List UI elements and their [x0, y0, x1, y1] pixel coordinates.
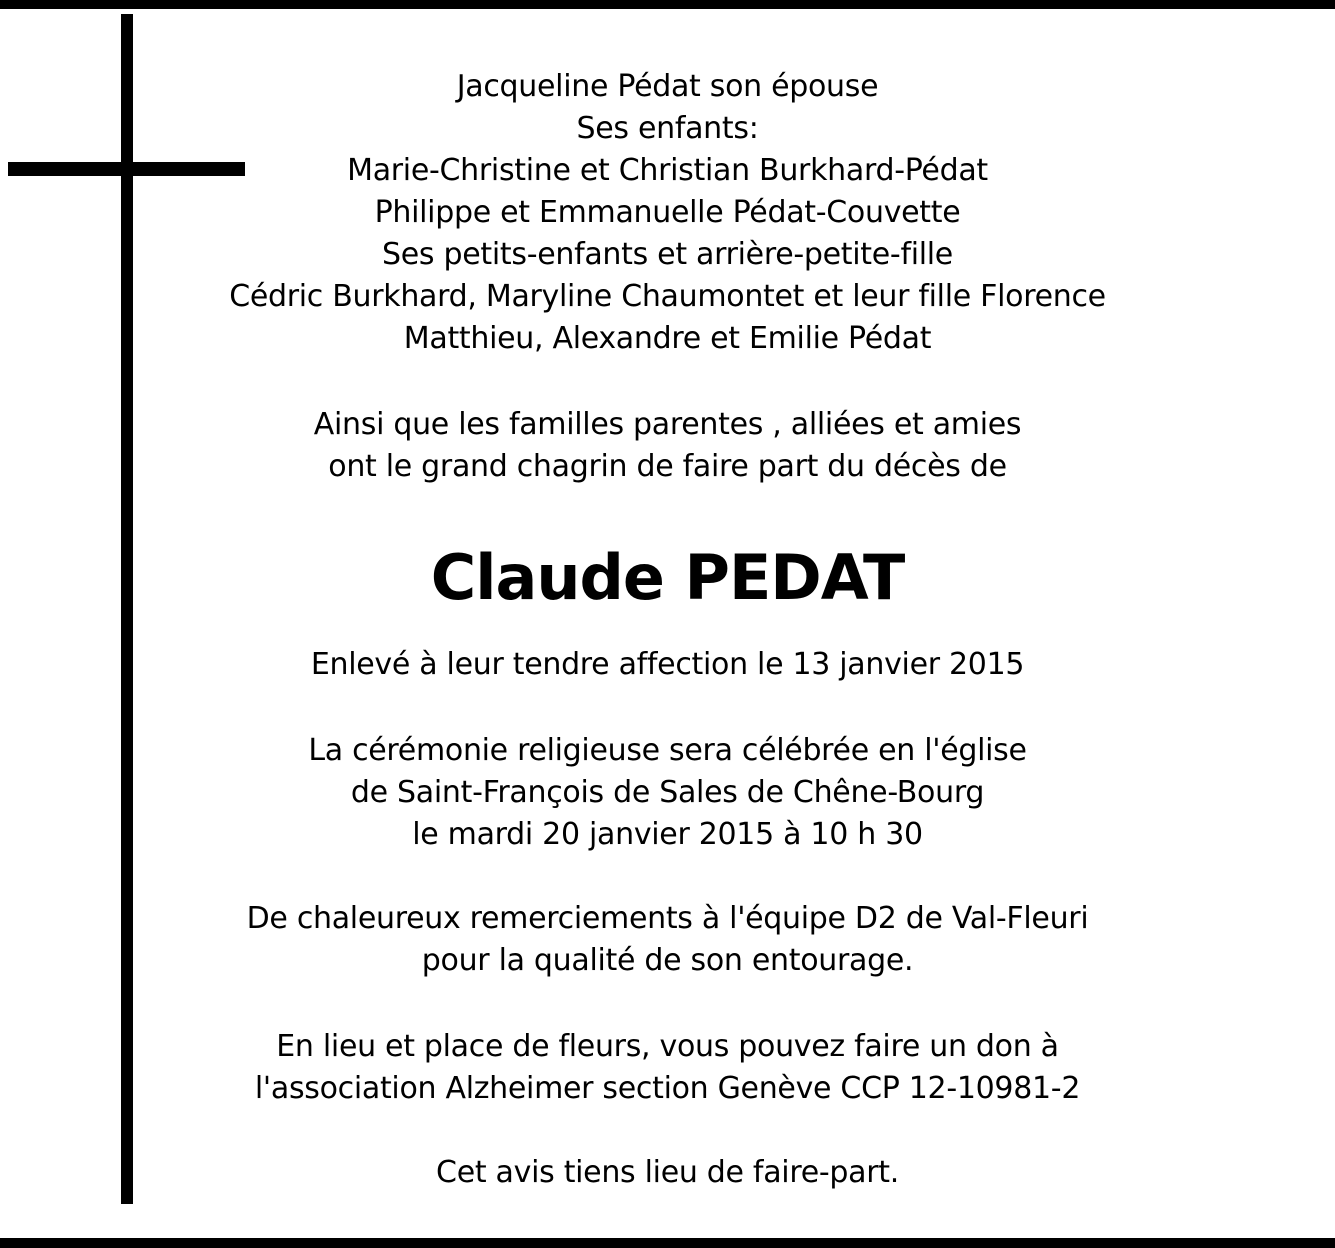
announcement-line: ont le grand chagrin de faire part du décès de	[328, 449, 1007, 484]
announcement-line: Ainsi que les familles parentes , alliées et amies	[313, 407, 1022, 442]
ceremony-line: La cérémonie religieuse sera célébrée en l'église	[308, 733, 1027, 768]
bottom-border	[0, 1238, 1335, 1248]
child-line: Marie-Christine et Christian Burkhard-Pédat	[347, 153, 988, 188]
family-list	[160, 66, 1175, 360]
grandchild-line: Matthieu, Alexandre et Emilie Pédat	[403, 321, 932, 356]
announcement	[160, 404, 1175, 488]
donation-line: En lieu et place de fleurs, vous pouvez faire un don à	[276, 1029, 1059, 1064]
spouse-line: Jacqueline Pédat son épouse	[456, 69, 879, 104]
donation-line: l'association Alzheimer section Genève CCP 12-10981-2	[254, 1071, 1081, 1106]
cross-vertical-bar	[121, 14, 133, 1204]
closing-line: Cet avis tiens lieu de faire-part.	[436, 1155, 899, 1190]
ceremony-line: le mardi 20 janvier 2015 à 10 h 30	[412, 817, 923, 852]
child-line: Philippe et Emmanuelle Pédat-Couvette	[374, 195, 961, 230]
death-notice-block	[160, 644, 1175, 686]
thanks-block	[160, 898, 1175, 982]
donation-block	[160, 1026, 1175, 1110]
ceremony-block	[160, 730, 1175, 856]
death-notice: Enlevé à leur tendre affection le 13 janvier 2015	[310, 647, 1025, 682]
thanks-line: De chaleureux remerciements à l'équipe D2 de Val-Fleuri	[246, 901, 1089, 936]
grandchildren-heading: Ses petits-enfants et arrière-petite-fille	[382, 237, 953, 272]
ceremony-line: de Saint-François de Sales de Chêne-Bourg	[350, 775, 985, 810]
thanks-line: pour la qualité de son entourage.	[421, 943, 914, 978]
deceased-name-block	[160, 540, 1175, 616]
top-border	[0, 0, 1335, 9]
deceased-name: Claude PEDAT	[430, 541, 905, 614]
grandchild-line: Cédric Burkhard, Maryline Chaumontet et leur fille Florence	[229, 279, 1106, 314]
closing-block	[160, 1152, 1175, 1194]
children-heading: Ses enfants:	[576, 111, 759, 146]
